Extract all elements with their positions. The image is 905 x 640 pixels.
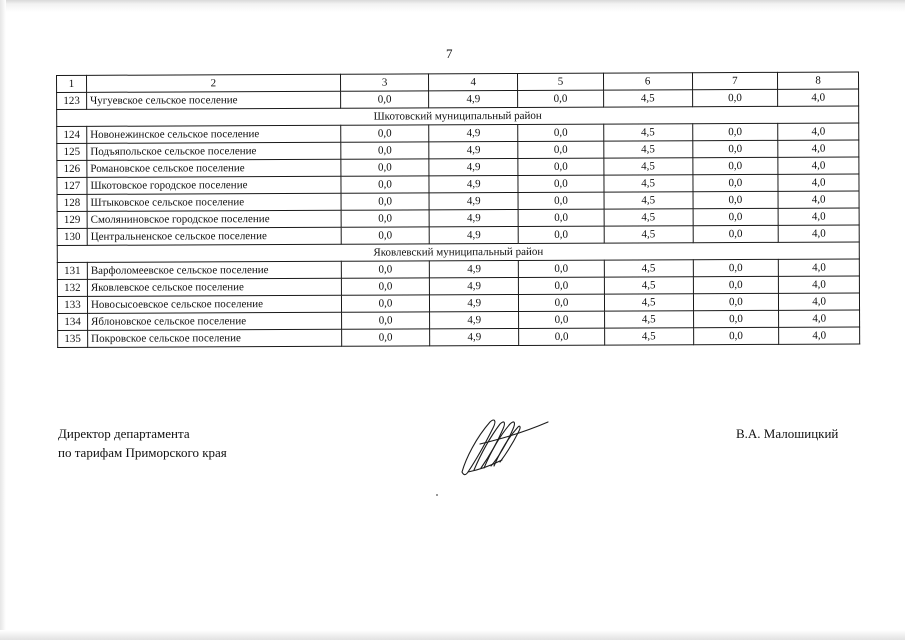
value-cell: 0,0 — [518, 158, 604, 175]
value-cell: 0,0 — [519, 328, 605, 345]
value-cell: 4,5 — [604, 141, 693, 158]
row-number-cell: 124 — [57, 126, 87, 143]
column-header: 8 — [778, 72, 859, 89]
value-cell: 0,0 — [692, 89, 778, 106]
value-cell: 0,0 — [340, 142, 429, 159]
value-cell: 0,0 — [340, 91, 429, 108]
row-number-cell: 132 — [57, 279, 87, 296]
settlement-name-cell: Шкотовское городское поселение — [87, 176, 341, 194]
value-cell: 4,0 — [778, 89, 859, 106]
scan-speck — [436, 494, 438, 496]
handwritten-signature — [456, 410, 552, 480]
value-cell: 0,0 — [341, 193, 430, 210]
value-cell: 4,0 — [779, 259, 860, 276]
value-cell: 0,0 — [692, 123, 778, 140]
value-cell: 4,9 — [429, 209, 518, 226]
value-cell: 4,9 — [429, 175, 518, 192]
settlement-name-cell: Покровское сельское поселение — [88, 329, 342, 347]
row-number-cell: 125 — [57, 143, 87, 160]
row-number-cell: 133 — [57, 296, 87, 313]
value-cell: 4,0 — [779, 327, 860, 344]
value-cell: 4,5 — [604, 158, 693, 175]
value-cell: 4,9 — [429, 141, 518, 158]
row-number-cell: 134 — [58, 313, 88, 330]
row-number-cell: 127 — [57, 177, 87, 194]
value-cell: 0,0 — [341, 295, 430, 312]
column-header: 7 — [692, 72, 778, 89]
value-cell: 4,0 — [778, 225, 859, 242]
value-cell: 0,0 — [519, 294, 605, 311]
value-cell: 4,9 — [430, 226, 519, 243]
page-number: 7 — [446, 46, 453, 61]
row-number-cell: 128 — [57, 194, 87, 211]
value-cell: 4,0 — [778, 157, 859, 174]
value-cell: 0,0 — [341, 210, 430, 227]
settlement-name-cell: Смоляниновское городское поселение — [87, 210, 341, 228]
settlement-name-cell: Новонежинское сельское поселение — [87, 125, 341, 143]
value-cell: 4,9 — [430, 311, 519, 328]
value-cell: 4,5 — [604, 226, 693, 243]
settlement-name-cell: Яковлевское сельское поселение — [87, 278, 341, 296]
table-row — [58, 327, 860, 347]
scan-shadow-top — [0, 0, 905, 14]
value-cell: 0,0 — [518, 192, 604, 209]
settlement-name-cell: Штыковское сельское поселение — [87, 193, 341, 211]
value-cell: 4,5 — [604, 175, 693, 192]
value-cell: 0,0 — [518, 260, 604, 277]
row-number-cell: 123 — [57, 92, 87, 109]
value-cell: 4,9 — [429, 158, 518, 175]
value-cell: 4,5 — [603, 90, 692, 107]
column-header: 1 — [57, 75, 87, 92]
value-cell: 0,0 — [518, 226, 604, 243]
value-cell: 0,0 — [341, 176, 430, 193]
value-cell: 0,0 — [692, 174, 778, 191]
row-number-cell: 126 — [57, 160, 87, 177]
value-cell: 0,0 — [518, 209, 604, 226]
value-cell: 0,0 — [518, 277, 604, 294]
region-title: Шкотовский муниципальный район — [57, 106, 859, 126]
value-cell: 4,0 — [778, 208, 859, 225]
value-cell: 4,5 — [604, 192, 693, 209]
value-cell: 4,0 — [778, 123, 859, 140]
column-header: 2 — [86, 74, 340, 92]
position-line-2: по тарифам Приморского края — [58, 445, 227, 460]
value-cell: 4,9 — [430, 260, 519, 277]
scan-shadow-bottom — [0, 630, 905, 640]
value-cell: 0,0 — [341, 278, 430, 295]
column-header: 3 — [340, 74, 429, 91]
value-cell: 4,5 — [604, 277, 693, 294]
value-cell: 4,0 — [779, 276, 860, 293]
row-number-cell: 135 — [58, 330, 88, 347]
value-cell: 0,0 — [693, 310, 779, 327]
column-header: 5 — [518, 73, 604, 90]
value-cell: 0,0 — [693, 259, 779, 276]
signatory-name: В.А. Малошицкий — [736, 426, 839, 441]
value-cell: 4,5 — [604, 260, 693, 277]
value-cell: 0,0 — [693, 327, 779, 344]
value-cell: 4,9 — [430, 328, 519, 345]
settlement-name-cell: Варфоломеевское сельское поселение — [87, 261, 341, 279]
row-number-cell: 129 — [57, 211, 87, 228]
value-cell: 0,0 — [518, 141, 604, 158]
value-cell: 4,9 — [429, 192, 518, 209]
value-cell: 0,0 — [519, 311, 605, 328]
value-cell: 4,0 — [778, 140, 859, 157]
scan-shadow-left — [0, 0, 6, 640]
value-cell: 4,9 — [430, 277, 519, 294]
column-header: 6 — [603, 73, 692, 90]
value-cell: 4,5 — [604, 124, 693, 141]
value-cell: 0,0 — [693, 293, 779, 310]
settlement-name-cell: Чугуевское сельское поселение — [87, 91, 341, 109]
value-cell: 4,0 — [779, 310, 860, 327]
row-number-cell: 131 — [57, 262, 87, 279]
table-body — [57, 72, 860, 347]
row-number-cell: 130 — [57, 228, 87, 245]
position-line-1: Директор департамента — [58, 426, 190, 441]
value-cell: 0,0 — [341, 312, 430, 329]
value-cell: 0,0 — [341, 261, 430, 278]
value-cell: 0,0 — [341, 159, 430, 176]
value-cell: 4,5 — [604, 328, 693, 345]
value-cell: 4,5 — [604, 294, 693, 311]
value-cell: 4,9 — [430, 294, 519, 311]
value-cell: 4,0 — [778, 191, 859, 208]
settlement-name-cell: Яблоновское сельское поселение — [88, 312, 342, 330]
value-cell: 4,5 — [604, 311, 693, 328]
value-cell: 0,0 — [518, 90, 604, 107]
value-cell: 0,0 — [693, 208, 779, 225]
value-cell: 0,0 — [693, 276, 779, 293]
value-cell: 4,9 — [429, 90, 518, 107]
settlement-name-cell: Подъяпольское сельское поселение — [87, 142, 341, 160]
value-cell: 0,0 — [518, 175, 604, 192]
value-cell: 0,0 — [341, 329, 430, 346]
value-cell: 0,0 — [518, 124, 604, 141]
settlement-name-cell: Романовское сельское поселение — [87, 159, 341, 177]
value-cell: 0,0 — [340, 125, 429, 142]
value-cell: 0,0 — [693, 225, 779, 242]
signatory-position — [58, 424, 227, 462]
value-cell: 0,0 — [692, 157, 778, 174]
value-cell: 4,5 — [604, 209, 693, 226]
tariff-table — [56, 71, 860, 348]
settlement-name-cell: Центральненское сельское поселение — [87, 227, 341, 245]
value-cell: 4,0 — [778, 174, 859, 191]
value-cell: 0,0 — [692, 140, 778, 157]
value-cell: 4,9 — [429, 124, 518, 141]
region-title: Яковлевский муниципальный район — [57, 242, 859, 262]
value-cell: 0,0 — [693, 191, 779, 208]
column-header: 4 — [429, 73, 518, 90]
value-cell: 0,0 — [341, 227, 430, 244]
value-cell: 4,0 — [779, 293, 860, 310]
settlement-name-cell: Новосысоевское сельское поселение — [87, 295, 341, 313]
